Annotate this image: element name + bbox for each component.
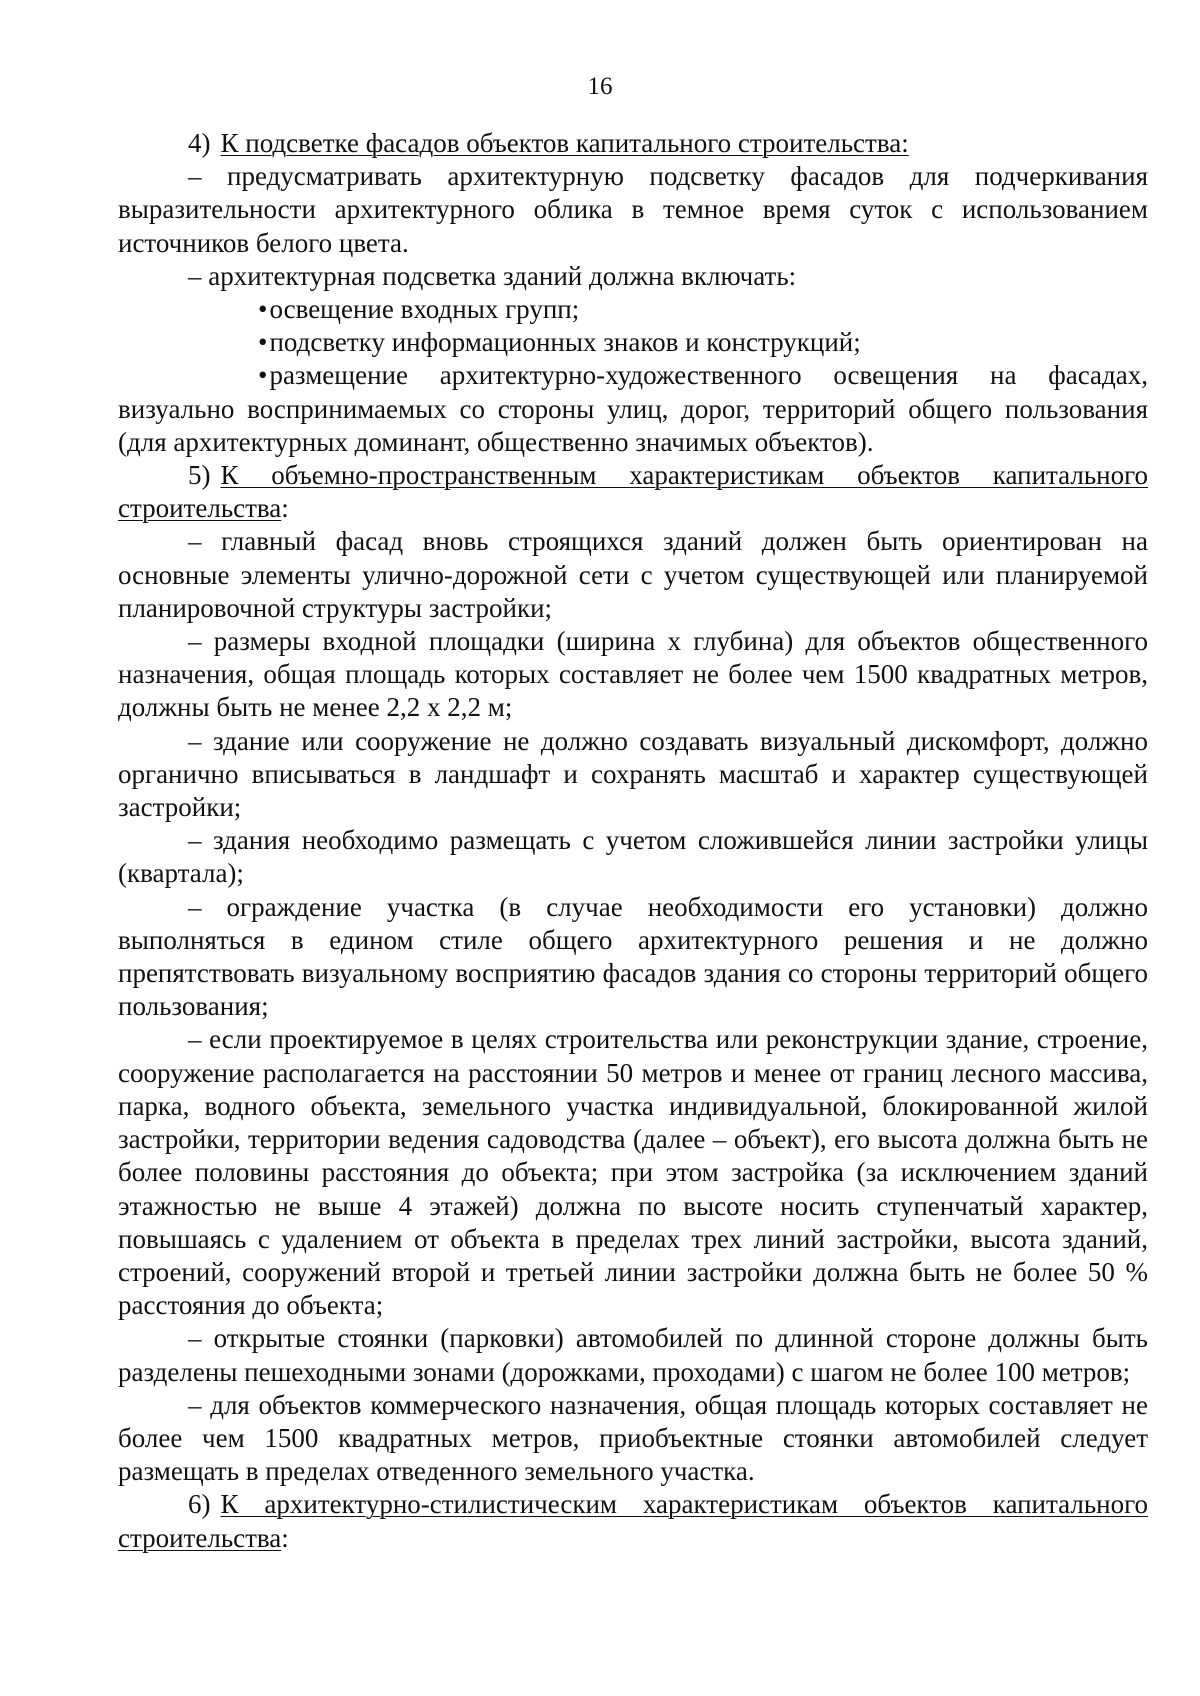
paragraph: – предусматривать архитектурную подсветку фасадов для подчеркивания выразительности архитектурного облика в темное время суток с использованием источников белого цвета. bbox=[118, 161, 1148, 258]
section-title-colon: : bbox=[281, 493, 289, 524]
bullet-icon: • bbox=[258, 294, 268, 325]
section-number: 6) bbox=[188, 1489, 211, 1520]
bullet-text: освещение входных групп; bbox=[269, 294, 580, 325]
bullet-icon: • bbox=[258, 360, 268, 391]
bullet-item bbox=[118, 293, 1148, 326]
paragraph: – для объектов коммерческого назначения, общая площадь которых составляет не более чем 1500 квадратных метров, приобъектные стоянки автомобилей следует размещать в пределах отведенного земельного участка. bbox=[118, 1389, 1148, 1487]
paragraph: – здания необходимо размещать с учетом сложившейся линии застройки улицы (квартала); bbox=[118, 825, 1148, 889]
section-number: 4) bbox=[188, 128, 211, 158]
section-title: К подсветке фасадов объектов капитального строительства: bbox=[220, 128, 909, 158]
section-title: К архитектурно-стилистическим характеристикам объектов капитального строительства bbox=[118, 1489, 1148, 1553]
section-4-heading bbox=[118, 127, 1148, 160]
paragraph: – открытые стоянки (парковки) автомобилей по длинной стороне должны быть разделены пешеходными зонами (дорожками, проходами) с шагом не более 100 метров; bbox=[118, 1323, 1148, 1387]
section-title-colon: : bbox=[281, 1522, 289, 1553]
paragraph: – здание или сооружение не должно создавать визуальный дискомфорт, должно органично вписываться в ландшафт и сохранять масштаб и характер существующей застройки; bbox=[118, 725, 1148, 823]
section-title: К объемно-пространственным характеристикам объектов капитального строительства bbox=[118, 460, 1148, 524]
bullet-icon: • bbox=[258, 327, 268, 358]
bullet-text: подсветку информационных знаков и конструкций; bbox=[269, 327, 861, 358]
paragraph: – если проектируемое в целях строительства или реконструкции здание, строение, сооружение располагается на расстоянии 50 метров и менее от границ лесного массива, парка, водного объекта, земельного участка индивидуальной, блокированной жилой застройки, территории ведения садоводства (далее – объект), его высота должна быть не более половины расстояния до объекта; при этом застройка (за исключением зданий этажностью не выше 4 этажей) должна по высоте носить ступенчатый характер, повышаясь с удалением от объекта в пределах трех линий застройки, высота зданий, строений, сооружений второй и третьей линии застройки должна быть не более 50 % расстояния до объекта; bbox=[118, 1024, 1148, 1321]
section-6-heading bbox=[118, 1488, 1148, 1554]
paragraph: – размеры входной площадки (ширина х глубина) для объектов общественного назначения, общая площадь которых составляет не более чем 1500 квадратных метров, должны быть не менее 2,2 х 2,2 м; bbox=[118, 626, 1148, 723]
page-number: 16 bbox=[587, 73, 613, 100]
document-body bbox=[118, 127, 1148, 1555]
bullet-item bbox=[118, 359, 1148, 459]
section-number: 5) bbox=[188, 460, 211, 491]
paragraph: – архитектурная подсветка зданий должна включать: bbox=[188, 260, 797, 291]
bullet-text: размещение архитектурно-художественного освещения на фасадах, визуально воспринимаемых со стороны улиц, дорог, территорий общего пользования (для архитектурных доминант, общественно значимых объектов). bbox=[118, 360, 1148, 457]
bullet-item bbox=[118, 326, 1148, 359]
paragraph: – главный фасад вновь строящихся зданий должен быть ориентирован на основные элементы улично-дорожной сети с учетом существующей или планируемой планировочной структуры застройки; bbox=[118, 526, 1148, 623]
paragraph: – ограждение участка (в случае необходимости его установки) должно выполняться в едином стиле общего архитектурного решения и не должно препятствовать визуальному восприятию фасадов здания со стороны территорий общего пользования; bbox=[118, 891, 1148, 1022]
section-5-heading bbox=[118, 459, 1148, 525]
